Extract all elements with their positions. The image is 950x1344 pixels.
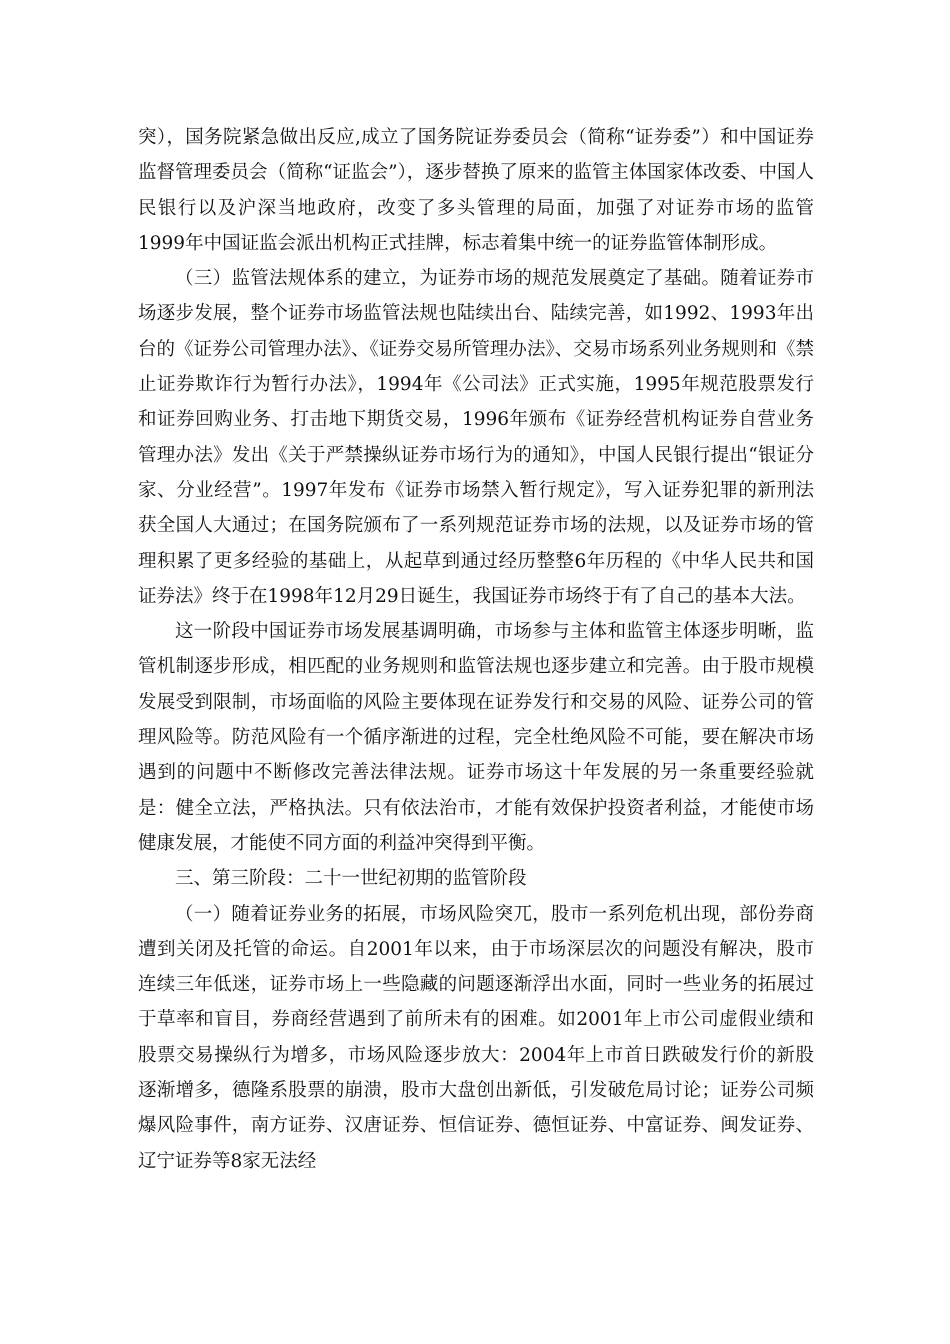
paragraph-stage-summary: 这一阶段中国证券市场发展基调明确，市场参与主体和监管主体逐步明晰，监管机制逐步形成，相匹配的业务规则和监管法规也逐步建立和完善。由于股市规模发展受到限制，市场面临的风险主要体现在证券发行和交易的风险、证券公司的管理风险等。防范风险有一个循序渐进的过程，完全杜绝风险不可能，要在解决市场遇到的问题中不断修改完善法律法规。证券市场这十年发展的另一条重要经验就是：健全立法，严格执法。只有依法治市，才能有效保护投资者利益，才能使市场健康发展，才能使不同方面的利益冲突得到平衡。 xyxy=(138,621,814,854)
document-body xyxy=(138,120,814,1179)
paragraph-regulator-establishment: 突），国务院紧急做出反应,成立了国务院证券委员会（简称“证券委”）和中国证券监督管理委员会（简称“证监会”），逐步替换了原来的监管主体国家体改委、中国人民银行以及沪深当地政府，改变了多头管理的局面，加强了对证券市场的监管1999年中国证监会派出机构正式挂牌，标志着集中统一的证券监管体制形成。 xyxy=(138,127,814,254)
section-heading-third-stage: 三、第三阶段：二十一世纪初期的监管阶段 xyxy=(175,868,527,890)
paragraph-regulatory-law-system: （三）监管法规体系的建立，为证券市场的规范发展奠定了基础。随着证券市场逐步发展，整个证券市场监管法规也陆续出台、陆续完善，如1992、1993年出台的《证券公司管理办法》、《证券交易所管理办法》、交易市场系列业务规则和《禁止证券欺诈行为暂行办法》，1994年《公司法》正式实施，1995年规范股票发行和证券回购业务、打击地下期货交易，1996年颁布《证券经营机构证券自营业务管理办法》发出《关于严禁操纵证券市场行为的通知》，中国人民银行提出“银证分家、分业经营”。1997年发布《证券市场禁入暂行规定》，写入证券犯罪的新刑法获全国人大通过；在国务院颁布了一系列规范证券市场的法规，以及证券市场的管理积累了更多经验的基础上，从起草到通过经历整整6年历程的《中华人民共和国证券法》终于在1998年12月29日诞生，我国证券市场终于有了自己的基本大法。 xyxy=(138,268,814,607)
paragraph-market-risk: （一）随着证券业务的拓展，市场风险突兀，股市一系列危机出现，部份券商遭到关闭及托管的命运。自2001年以来，由于市场深层次的问题没有解决，股市连续三年低迷，证券市场上一些隐藏的问题逐渐浮出水面，同时一些业务的拓展过于草率和盲目，券商经营遇到了前所未有的困难。如2001年上市公司虚假业绩和股票交易操纵行为增多，市场风险逐步放大：2004年上市首日跌破发行价的新股逐渐增多，德隆系股票的崩溃，股市大盘创出新低，引发破危局讨论；证券公司频爆风险事件，南方证券、汉唐证券、恒信证券、德恒证券、中富证券、闽发证券、辽宁证券等8家无法经 xyxy=(138,903,814,1172)
